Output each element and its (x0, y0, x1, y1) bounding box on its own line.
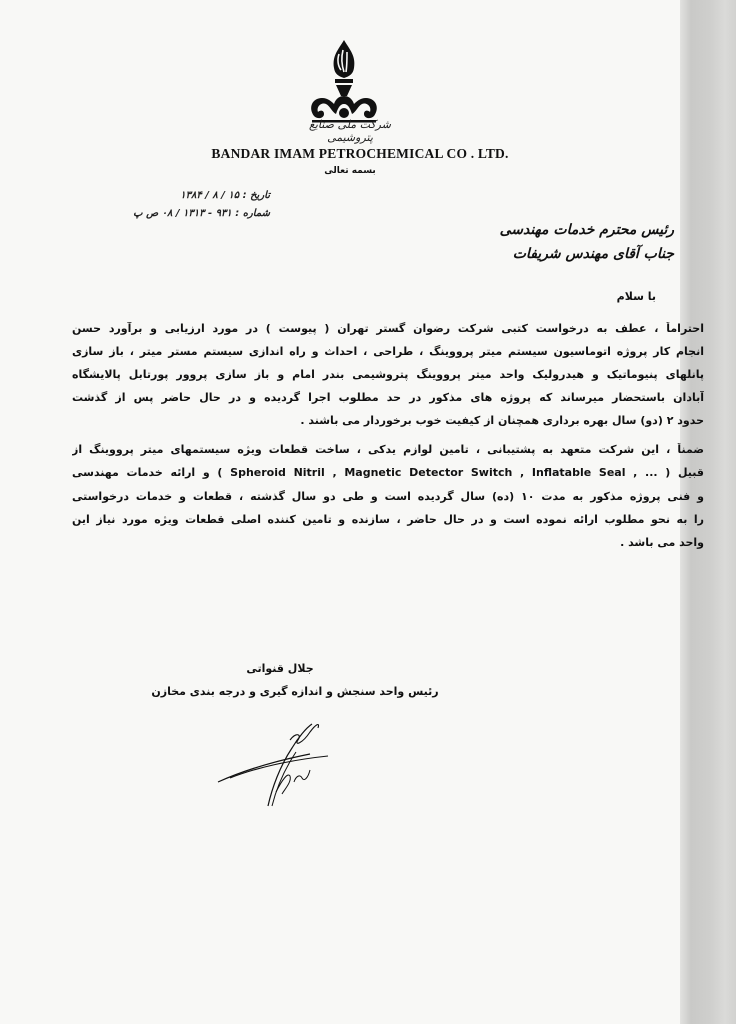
body-line: حدود ۲ (دو) سال بهره برداری همچنان از کیفیت خوب برخوردار می باشند . (300, 414, 704, 427)
body-line: احتراماً ، عطف به درخواست کتبی شرکت رضوان گستر تهران ( پیوست ) در مورد ارزیابی و برآورد حسن (72, 322, 704, 335)
body-line: آبادان باستحضار میرساند که پروژه های مذکور در حد مطلوب اجرا گردیده و در حال حاضر پس از گذشت (72, 391, 704, 404)
letter-date: تاریخ : ۱۵ / ۸ / ۱۳۸۴ (180, 190, 270, 201)
body-line: قبیل ( ... , Spheroid Nitril , Magnetic Detector Switch , Inflatable Seal ) و ارائه خدمات مهندسی (72, 466, 704, 479)
signatory-name: جلال قنواتی (246, 662, 314, 675)
greeting: با سلام (616, 290, 656, 303)
body-line: واحد می باشد . (620, 536, 704, 549)
body-line: را به نحو مطلوب ارائه نموده است و در حال حاضر ، سازنده و تامین کننده اصلی قطعات ویژه مورد نیاز این (72, 513, 704, 526)
addressee-title: رئیس محترم خدمات مهندسی (499, 222, 674, 238)
invocation: بسمه تعالی (324, 166, 376, 176)
addressee-name: جناب آقای مهندس شریفات (512, 246, 674, 262)
body-line: پانلهای پنیوماتیک و هیدرولیک واحد میتر پرووینگ پتروشیمی بندر امام و باز سازی پرووِر پورتابل پالایشگاه (72, 368, 704, 381)
body-line: ضمناً ، این شرکت متعهد به پشتیبانی ، تامین لوازم یدکی ، ساخت قطعات ویژه سیستمهای میتر پرووینگ از (72, 443, 704, 456)
company-name-persian: شرکت ملی صنایع پتروشیمی (309, 118, 391, 144)
scanner-shadow (680, 0, 736, 1024)
body-line: و فنی پروژه مذکور به مدت ۱۰ (ده) سال گردیده است و طی دو سال گذشته ، قطعات و خدمات درخواستی (72, 490, 704, 503)
signatory-title: رئیس واحد سنجش و اندازه گیری و درجه بندی مخازن (151, 685, 439, 698)
body-line: انجام کار پروژه اتوماسیون سیستم میتر پرووینگ ، طراحی ، احداث و راه اندازی سیستم مستر میتر ، باز سازی (72, 345, 704, 358)
letter-number: شماره : ۹۳۱ - ۱۳۱۳ / ۰۸ ص پ (133, 208, 270, 219)
handwritten-signature-icon (210, 710, 340, 810)
nipc-flame-logo-icon (308, 38, 380, 130)
company-name-english: BANDAR IMAM PETROCHEMICAL CO . LTD. (211, 146, 509, 161)
